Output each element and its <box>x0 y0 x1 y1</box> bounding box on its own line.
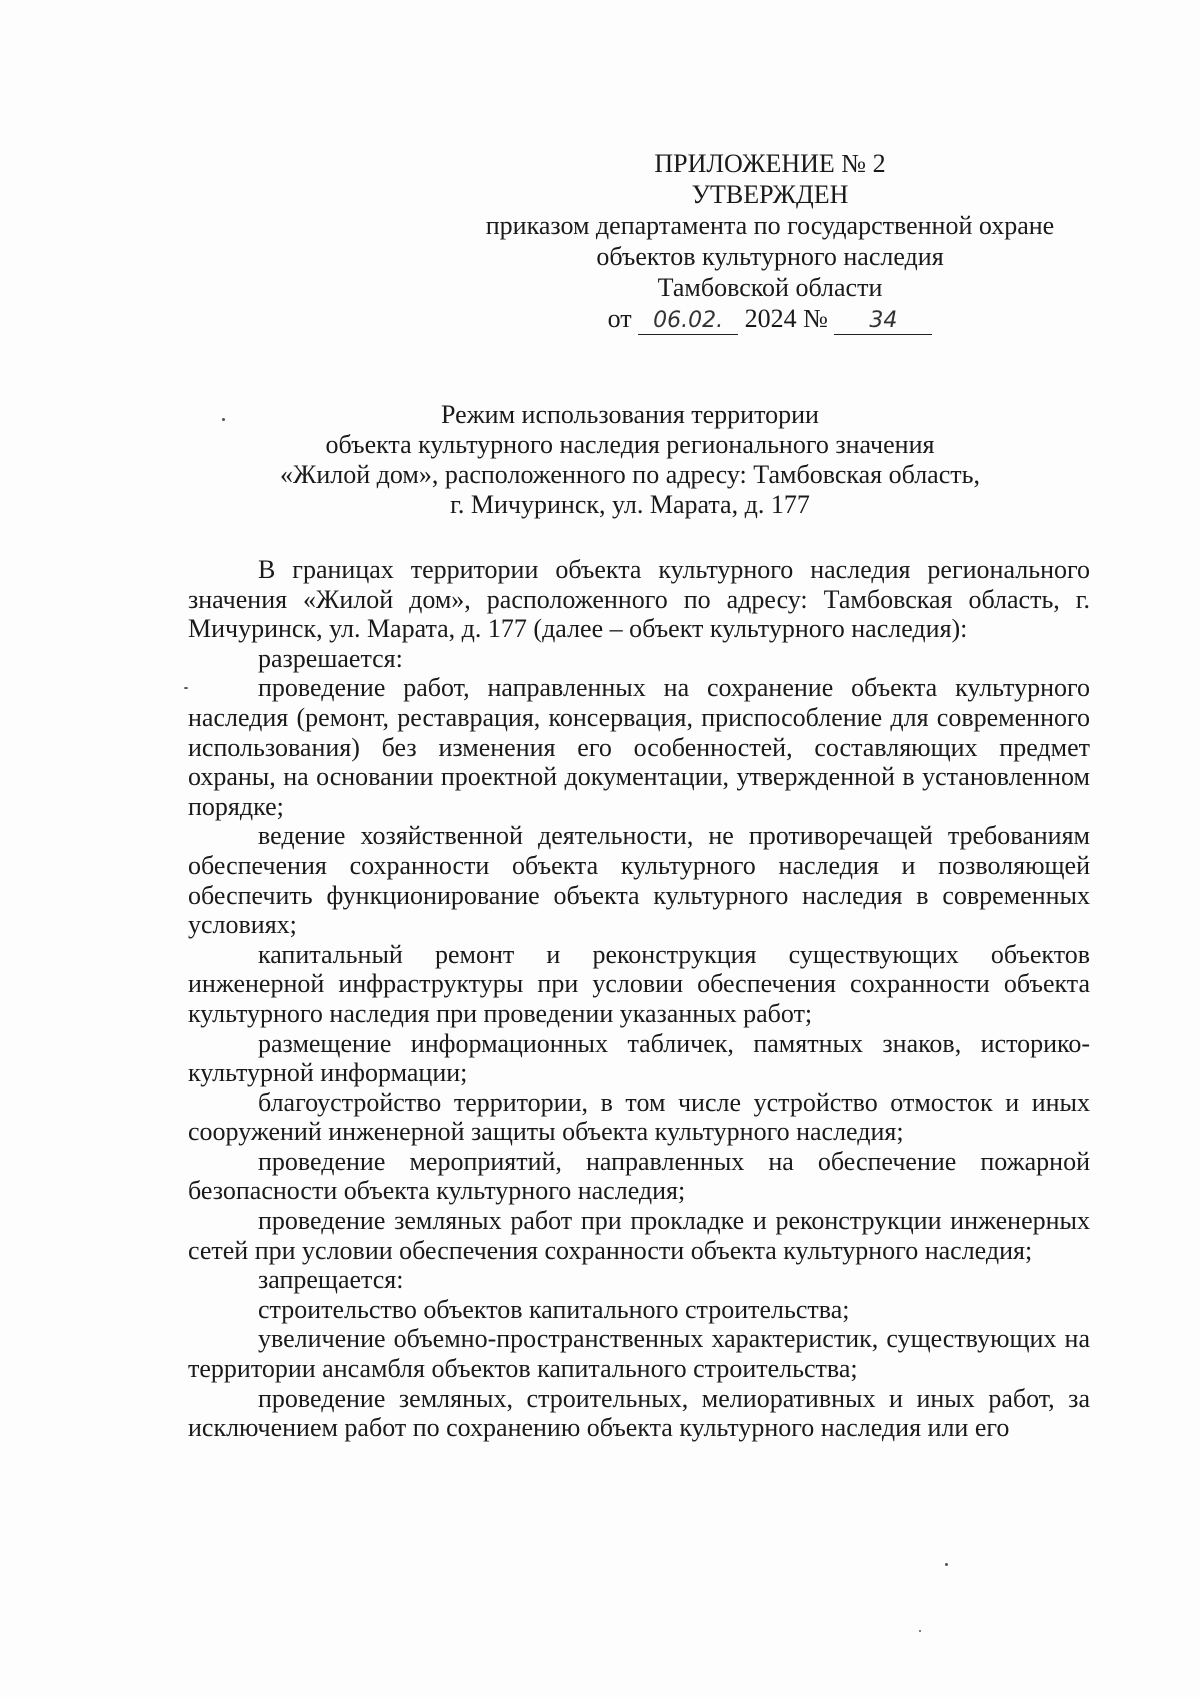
handwritten-date: 06.02. <box>638 308 738 335</box>
handwritten-number: 34 <box>834 308 932 335</box>
scan-speck <box>919 1630 921 1632</box>
date-prefix: от <box>607 304 632 333</box>
forbidden-item: увеличение объемно-пространственных характеристик, существующих на территории ансамбля объектов капитального строительства; <box>188 1324 1090 1384</box>
forbidden-item: проведение земляных, строительных, мелиоративных и иных работ, за исключением работ по сохранению объекта культурного наследия или его <box>188 1383 1090 1443</box>
scan-speck <box>222 418 225 421</box>
order-line-2: объектов культурного наследия <box>596 242 944 271</box>
document-body <box>188 555 1090 1443</box>
title-line-1: Режим использования территории <box>441 400 819 429</box>
order-date-line <box>470 303 1070 335</box>
order-line-1: приказом департамента по государственной охране <box>485 211 1055 240</box>
allowed-item: проведение мероприятий, направленных на обеспечение пожарной безопасности объекта культурного наследия; <box>188 1146 1090 1206</box>
scan-speck <box>945 1563 948 1566</box>
appendix-number: ПРИЛОЖЕНИЕ № 2 <box>654 149 886 178</box>
year-number-label: 2024 № <box>744 304 828 333</box>
allowed-item: проведение земляных работ при прокладке и реконструкции инженерных сетей при условии обеспечения сохранности объекта культурного наследия; <box>188 1206 1090 1265</box>
order-line-3: Тамбовской области <box>657 273 883 302</box>
intro-paragraph: В границах территории объекта культурного наследия регионального значения «Жилой дом», расположенного по адресу: Тамбовская область, г. Мичуринск, ул. Марата, д. 177 (далее – объект культурного наследия): <box>188 555 1090 644</box>
forbidden-item: строительство объектов капитального строительства; <box>258 1294 850 1324</box>
title-line-4: г. Мичуринск, ул. Марата, д. 177 <box>450 490 810 519</box>
allowed-label: разрешается: <box>258 643 403 673</box>
document-title <box>200 400 1060 520</box>
approved-label: УТВЕРЖДЕН <box>691 180 849 209</box>
allowed-item: благоустройство территории, в том числе устройство отмосток и иных сооружений инженерной защиты объекта культурного наследия; <box>188 1087 1090 1147</box>
approval-header <box>470 148 1070 335</box>
scan-speck <box>184 687 188 689</box>
allowed-item: размещение информационных табличек, памятных знаков, историко-культурной информации; <box>188 1028 1090 1088</box>
title-line-3: «Жилой дом», расположенного по адресу: Тамбовская область, <box>280 460 980 489</box>
forbidden-label: запрещается: <box>258 1265 404 1295</box>
allowed-item: капитальный ремонт и реконструкция существующих объектов инженерной инфраструктуры при условии обеспечения сохранности объекта культурного наследия при проведении указанных работ; <box>188 939 1090 1028</box>
allowed-item: ведение хозяйственной деятельности, не противоречащей требованиям обеспечения сохранности объекта культурного наследия и позволяющей обеспечить функционирование объекта культурного наследия в современных условиях; <box>188 821 1090 940</box>
title-line-2: объекта культурного наследия регионального значения <box>325 430 935 459</box>
allowed-item: проведение работ, направленных на сохранение объекта культурного наследия (ремонт, реставрация, консервация, приспособление для современного использования) без изменения его особенностей, составляющих предмет охраны, на основании проектной документации, утвержденной в установленном порядке; <box>188 673 1090 821</box>
